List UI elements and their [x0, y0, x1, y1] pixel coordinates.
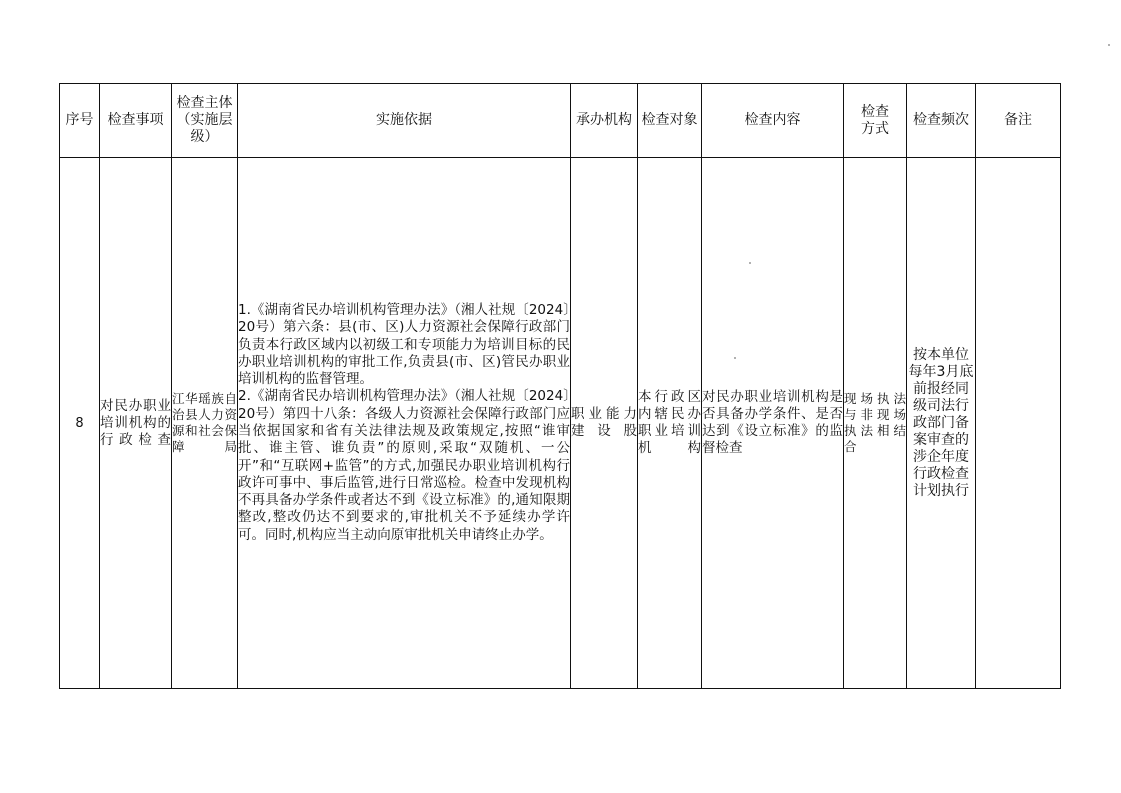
table-row [60, 158, 1061, 689]
cell-target: 本行政区内辖民办职业培训机构 [638, 158, 702, 689]
header-target: 检查对象 [638, 84, 702, 158]
cell-remark [976, 158, 1061, 689]
header-remark: 备注 [976, 84, 1061, 158]
cell-seq: 8 [60, 158, 100, 689]
scan-speck [1108, 44, 1110, 46]
inspection-table [59, 83, 1061, 689]
header-basis: 实施依据 [238, 84, 571, 158]
header-frequency: 检查频次 [907, 84, 976, 158]
cell-frequency: 按本单位每年3月底前报经同级司法行政部门备案审查的涉企年度行政检查计划执行 [907, 158, 976, 689]
basis-clause-2: 2.《湖南省民办培训机构管理办法》（湘人社规〔2024〕20号）第四十八条：各级人力资源社会保障行政部门应当依据国家和省有关法律法规及政策规定,按照“谁审批、谁主管、谁负责”的原则,采取“双随机、一公开”和“互联网+监管”的方式,加强民办职业培训机构行政许可事中、事后监管,进行日常巡检。检查中发现机构不再具备办学条件或者达不到《设立标准》的,通知限期整改,整改仍达不到要求的,审批机关不予延续办学许可。同时,机构应当主动向原审批机关申请终止办学。 [238, 388, 570, 543]
cell-item: 对民办职业培训机构的行政检查 [100, 158, 172, 689]
cell-agency: 职业能力建设股 [571, 158, 638, 689]
header-seq: 序号 [60, 84, 100, 158]
header-item: 检查事项 [100, 84, 172, 158]
header-content: 检查内容 [702, 84, 844, 158]
cell-subject: 江华瑶族自治县人力资源和社会保障局 [172, 158, 238, 689]
header-subject: 检查主体（实施层级） [172, 84, 238, 158]
header-row [60, 84, 1061, 158]
cell-basis [238, 158, 571, 689]
cell-method: 现场执法与非现场执法相结合 [844, 158, 907, 689]
cell-content: 对民办职业培训机构是否具备办学条件、是否达到《设立标准》的监督检查 [702, 158, 844, 689]
header-agency: 承办机构 [571, 84, 638, 158]
header-method: 检查方式 [844, 84, 907, 158]
basis-clause-1: 1.《湖南省民办培训机构管理办法》（湘人社规〔2024〕20号）第六条：县(市、区)人力资源社会保障行政部门负责本行政区域内以初级工和专项能力为培训目标的民办职业培训机构的审批工作,负责县(市、区)管民办职业培训机构的监督管理。 [238, 301, 570, 388]
